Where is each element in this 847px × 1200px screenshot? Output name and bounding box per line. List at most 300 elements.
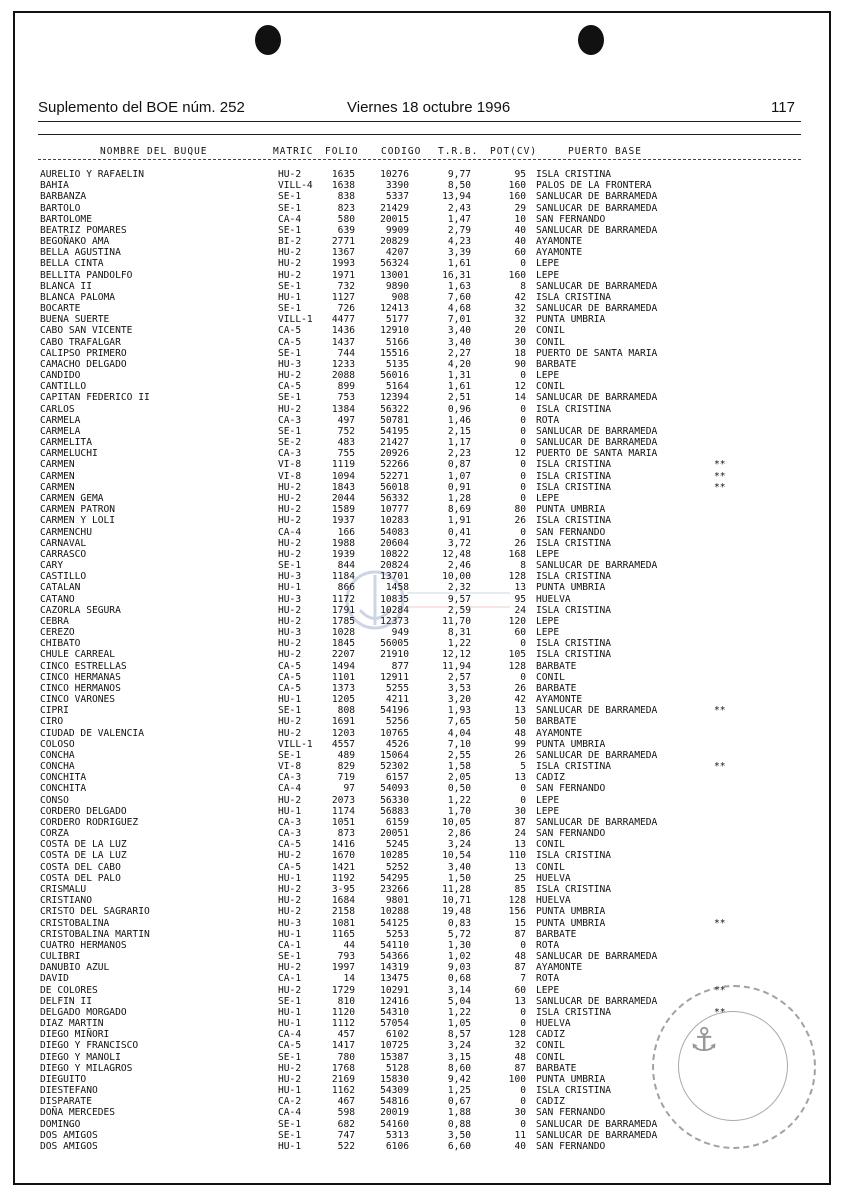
- matricula: HU-3: [278, 593, 302, 605]
- puerto-base: SANLUCAR DE BARRAMEDA: [536, 224, 658, 236]
- vessel-name: BOCARTE: [40, 303, 81, 315]
- vessel-name: CRISTOBALINA: [40, 917, 110, 929]
- trb: 0,83: [447, 917, 471, 929]
- potencia: 40: [514, 236, 526, 248]
- matricula: SE-1: [278, 191, 302, 203]
- codigo: 20051: [380, 828, 409, 840]
- vessel-name: DIAZ MARTIN: [40, 1018, 104, 1030]
- vessel-name: DIEGO Y MANOLI: [40, 1051, 121, 1063]
- vessel-name: DOS AMIGOS: [40, 1140, 98, 1152]
- folio: 1417: [331, 1040, 355, 1052]
- table-row: [0, 694, 847, 705]
- table-row: [0, 270, 847, 281]
- trb: 12,12: [442, 649, 471, 661]
- table-row: [0, 560, 847, 571]
- matricula: CA-3: [278, 816, 302, 828]
- folio: 1165: [331, 928, 355, 940]
- trb: 2,23: [447, 448, 471, 460]
- codigo: 21427: [380, 437, 409, 449]
- folio: 1094: [331, 470, 355, 482]
- potencia: 12: [514, 448, 526, 460]
- trb: 10,05: [442, 816, 471, 828]
- trb: 3,24: [447, 1040, 471, 1052]
- codigo: 908: [391, 291, 409, 303]
- puerto-base: CONIL: [536, 671, 565, 683]
- trb: 5,72: [447, 928, 471, 940]
- folio: 1203: [331, 727, 355, 739]
- puerto-base: ISLA CRISTINA: [536, 470, 612, 482]
- folio: 522: [337, 1140, 355, 1152]
- matricula: HU-1: [278, 1006, 302, 1018]
- codigo: 56005: [380, 638, 409, 650]
- matricula: SE-1: [278, 280, 302, 292]
- potencia: 0: [520, 403, 526, 415]
- potencia: 48: [514, 1051, 526, 1063]
- potencia: 13: [514, 705, 526, 717]
- codigo: 20019: [380, 1107, 409, 1119]
- codigo: 56883: [380, 805, 409, 817]
- page-number: 117: [771, 99, 795, 116]
- puerto-base: SAN FERNANDO: [536, 526, 606, 538]
- potencia: 0: [520, 671, 526, 683]
- vessel-name: CEBRA: [40, 615, 69, 627]
- table-row: [0, 571, 847, 582]
- vessel-name: CIUDAD DE VALENCIA: [40, 727, 144, 739]
- potencia: 26: [514, 682, 526, 694]
- puerto-base: SANLUCAR DE BARRAMEDA: [536, 437, 658, 449]
- trb: 4,68: [447, 303, 471, 315]
- potencia: 87: [514, 816, 526, 828]
- trb: 2,05: [447, 772, 471, 784]
- codigo: 54366: [380, 951, 409, 963]
- table-row: [0, 370, 847, 381]
- puerto-base: PUNTA UMBRIA: [536, 1073, 606, 1085]
- puerto-base: CADIZ: [536, 772, 565, 784]
- table-row: [0, 448, 847, 459]
- publication-title: Suplemento del BOE núm. 252: [38, 99, 245, 116]
- codigo: 57054: [380, 1018, 409, 1030]
- header-dashed-rule: [38, 159, 801, 160]
- matricula: HU-2: [278, 794, 302, 806]
- puerto-base: PUNTA UMBRIA: [536, 906, 606, 918]
- potencia: 87: [514, 1062, 526, 1074]
- note-mark: **: [714, 705, 726, 717]
- potencia: 20: [514, 325, 526, 337]
- puerto-base: HUELVA: [536, 872, 571, 884]
- potencia: 25: [514, 872, 526, 884]
- trb: 12,48: [442, 548, 471, 560]
- codigo: 52266: [380, 459, 409, 471]
- vessel-name: CARNAVAL: [40, 537, 87, 549]
- potencia: 160: [508, 269, 526, 281]
- trb: 1,17: [447, 437, 471, 449]
- folio: 1120: [331, 1006, 355, 1018]
- folio: 483: [337, 437, 355, 449]
- folio: 639: [337, 224, 355, 236]
- folio: 1373: [331, 682, 355, 694]
- folio: 598: [337, 1107, 355, 1119]
- puerto-base: BARBATE: [536, 928, 577, 940]
- vessel-name: DOÑA MERCEDES: [40, 1107, 116, 1119]
- table-row: [0, 728, 847, 739]
- puerto-base: SANLUCAR DE BARRAMEDA: [536, 1118, 658, 1130]
- folio: 755: [337, 448, 355, 460]
- table-row: [0, 303, 847, 314]
- matricula: HU-2: [278, 247, 302, 259]
- matricula: HU-2: [278, 716, 302, 728]
- puerto-base: AYAMONTE: [536, 962, 583, 974]
- table-row: [0, 225, 847, 236]
- trb: 0,91: [447, 481, 471, 493]
- vessel-name: CARMELITA: [40, 437, 92, 449]
- puerto-base: CONIL: [536, 861, 565, 873]
- potencia: 99: [514, 738, 526, 750]
- potencia: 40: [514, 224, 526, 236]
- puerto-base: PUNTA UMBRIA: [536, 314, 606, 326]
- folio: 866: [337, 582, 355, 594]
- puerto-base: PUERTO DE SANTA MARIA: [536, 448, 658, 460]
- folio: 1843: [331, 481, 355, 493]
- puerto-base: BARBATE: [536, 716, 577, 728]
- puerto-base: CONIL: [536, 381, 565, 393]
- potencia: 29: [514, 202, 526, 214]
- folio: 2158: [331, 906, 355, 918]
- matricula: HU-2: [278, 548, 302, 560]
- note-mark: **: [714, 459, 726, 471]
- trb: 3,40: [447, 336, 471, 348]
- folio: 4477: [331, 314, 355, 326]
- table-row: [0, 795, 847, 806]
- vessel-name: COLOSO: [40, 738, 75, 750]
- puerto-base: LEPE: [536, 492, 560, 504]
- table-row: [0, 638, 847, 649]
- trb: 0,88: [447, 1118, 471, 1130]
- matricula: VI-8: [278, 761, 302, 773]
- trb: 7,65: [447, 716, 471, 728]
- codigo: 10285: [380, 850, 409, 862]
- vessel-name: CINCO VARONES: [40, 694, 116, 706]
- potencia: 30: [514, 805, 526, 817]
- folio: 793: [337, 951, 355, 963]
- puerto-base: ISLA CRISTINA: [536, 291, 612, 303]
- puerto-base: SAN FERNANDO: [536, 1140, 606, 1152]
- matricula: VILL-1: [278, 738, 313, 750]
- table-row: [0, 392, 847, 403]
- folio: 1589: [331, 504, 355, 516]
- trb: 1,30: [447, 939, 471, 951]
- trb: 2,15: [447, 425, 471, 437]
- note-mark: **: [714, 984, 726, 996]
- trb: 0,68: [447, 973, 471, 985]
- trb: 3,24: [447, 839, 471, 851]
- potencia: 32: [514, 314, 526, 326]
- matricula: SE-1: [278, 347, 302, 359]
- puerto-base: SANLUCAR DE BARRAMEDA: [536, 303, 658, 315]
- table-row: [0, 850, 847, 861]
- table-row: [0, 191, 847, 202]
- matricula: CA-4: [278, 1029, 302, 1041]
- matricula: CA-3: [278, 772, 302, 784]
- puerto-base: LEPE: [536, 548, 560, 560]
- codigo: 15830: [380, 1073, 409, 1085]
- trb: 1,31: [447, 370, 471, 382]
- folio: 1684: [331, 895, 355, 907]
- vessel-name: CIRO: [40, 716, 64, 728]
- codigo: 5164: [385, 381, 409, 393]
- table-row: [0, 973, 847, 984]
- potencia: 50: [514, 716, 526, 728]
- codigo: 12373: [380, 615, 409, 627]
- puerto-base: LEPE: [536, 370, 560, 382]
- matricula: CA-3: [278, 828, 302, 840]
- codigo: 20829: [380, 236, 409, 248]
- vessel-name: CEREZO: [40, 627, 75, 639]
- table-row: [0, 627, 847, 638]
- vessel-name: CARMELA: [40, 414, 81, 426]
- codigo: 13701: [380, 571, 409, 583]
- codigo: 5166: [385, 336, 409, 348]
- potencia: 0: [520, 1118, 526, 1130]
- codigo: 54160: [380, 1118, 409, 1130]
- matricula: VILL-1: [278, 314, 313, 326]
- puerto-base: SAN FERNANDO: [536, 783, 606, 795]
- table-row: [0, 527, 847, 538]
- codigo: 20824: [380, 560, 409, 572]
- trb: 0,87: [447, 459, 471, 471]
- vessel-name: DE COLORES: [40, 984, 98, 996]
- potencia: 26: [514, 537, 526, 549]
- vessel-name: CARMEN: [40, 481, 75, 493]
- trb: 4,20: [447, 358, 471, 370]
- table-row: [0, 783, 847, 794]
- vessel-name: BELLA CINTA: [40, 258, 104, 270]
- puerto-base: SANLUCAR DE BARRAMEDA: [536, 705, 658, 717]
- vessel-name: CINCO HERMANOS: [40, 682, 121, 694]
- vessel-name: CARLOS: [40, 403, 75, 415]
- trb: 3,40: [447, 325, 471, 337]
- folio: 97: [343, 783, 355, 795]
- table-row: [0, 884, 847, 895]
- matricula: CA-5: [278, 1040, 302, 1052]
- table-row: [0, 515, 847, 526]
- folio: 726: [337, 303, 355, 315]
- matricula: HU-2: [278, 1062, 302, 1074]
- vessel-name: DOMINGO: [40, 1118, 81, 1130]
- table-row: [0, 672, 847, 683]
- vessel-name: CRISTOBALINA MARTIN: [40, 928, 150, 940]
- folio: 744: [337, 347, 355, 359]
- trb: 2,86: [447, 828, 471, 840]
- trb: 11,70: [442, 615, 471, 627]
- vessel-name: CULIBRI: [40, 951, 81, 963]
- table-row: [0, 437, 847, 448]
- table-row: [0, 962, 847, 973]
- vessel-name: CATANO: [40, 593, 75, 605]
- matricula: HU-2: [278, 504, 302, 516]
- folio: 1184: [331, 571, 355, 583]
- potencia: 110: [508, 850, 526, 862]
- puerto-base: LEPE: [536, 627, 560, 639]
- trb: 1,22: [447, 1006, 471, 1018]
- matricula: SE-1: [278, 224, 302, 236]
- puerto-base: LEPE: [536, 258, 560, 270]
- matricula: VI-8: [278, 459, 302, 471]
- potencia: 100: [508, 1073, 526, 1085]
- trb: 11,94: [442, 660, 471, 672]
- col-header-pot: POT(CV): [490, 146, 538, 157]
- codigo: 5252: [385, 861, 409, 873]
- trb: 3,53: [447, 682, 471, 694]
- table-row: [0, 906, 847, 917]
- trb: 2,27: [447, 347, 471, 359]
- codigo: 5177: [385, 314, 409, 326]
- potencia: 160: [508, 180, 526, 192]
- punch-hole-left: [255, 25, 281, 55]
- potencia: 40: [514, 1140, 526, 1152]
- codigo: 54295: [380, 872, 409, 884]
- matricula: BI-2: [278, 236, 302, 248]
- folio: 1638: [331, 180, 355, 192]
- potencia: 80: [514, 504, 526, 516]
- trb: 2,32: [447, 582, 471, 594]
- folio: 752: [337, 425, 355, 437]
- potencia: 48: [514, 727, 526, 739]
- folio: 1937: [331, 515, 355, 527]
- potencia: 60: [514, 627, 526, 639]
- codigo: 5135: [385, 358, 409, 370]
- vessel-name: BUENA SUERTE: [40, 314, 110, 326]
- note-mark: **: [714, 761, 726, 773]
- trb: 3,14: [447, 984, 471, 996]
- codigo: 54310: [380, 1006, 409, 1018]
- codigo: 56332: [380, 492, 409, 504]
- note-mark: **: [714, 1006, 726, 1018]
- table-row: [0, 292, 847, 303]
- potencia: 105: [508, 649, 526, 661]
- table-row: [0, 895, 847, 906]
- table-row: [0, 940, 847, 951]
- folio: 2207: [331, 649, 355, 661]
- note-mark: **: [714, 470, 726, 482]
- table-row: [0, 549, 847, 560]
- codigo: 10822: [380, 548, 409, 560]
- codigo: 9890: [385, 280, 409, 292]
- table-row: [0, 247, 847, 258]
- matricula: CA-5: [278, 325, 302, 337]
- table-row: [0, 582, 847, 593]
- codigo: 13001: [380, 269, 409, 281]
- puerto-base: ISLA CRISTINA: [536, 884, 612, 895]
- table-row: [0, 739, 847, 750]
- vessel-name: COSTA DEL CABO: [40, 861, 121, 873]
- trb: 2,51: [447, 392, 471, 404]
- codigo: 50781: [380, 414, 409, 426]
- folio: 1768: [331, 1062, 355, 1074]
- codigo: 5256: [385, 716, 409, 728]
- codigo: 1458: [385, 582, 409, 594]
- codigo: 12394: [380, 392, 409, 404]
- table-row: [0, 761, 847, 772]
- matricula: HU-2: [278, 515, 302, 527]
- table-row: [0, 649, 847, 660]
- potencia: 120: [508, 615, 526, 627]
- trb: 8,50: [447, 180, 471, 192]
- trb: 7,10: [447, 738, 471, 750]
- codigo: 10777: [380, 504, 409, 516]
- matricula: HU-2: [278, 638, 302, 650]
- trb: 1,22: [447, 794, 471, 806]
- folio: 2044: [331, 492, 355, 504]
- table-row: [0, 471, 847, 482]
- codigo: 52271: [380, 470, 409, 482]
- folio: 1416: [331, 839, 355, 851]
- table-row: [0, 504, 847, 515]
- codigo: 56018: [380, 481, 409, 493]
- puerto-base: SANLUCAR DE BARRAMEDA: [536, 816, 658, 828]
- table-row: [0, 705, 847, 716]
- codigo: 949: [391, 627, 409, 639]
- vessel-name: CARY: [40, 560, 64, 572]
- folio: 2073: [331, 794, 355, 806]
- folio: 1635: [331, 169, 355, 180]
- puerto-base: ROTA: [536, 414, 560, 426]
- table-row: [0, 482, 847, 493]
- matricula: VILL-4: [278, 180, 313, 192]
- puerto-base: PUNTA UMBRIA: [536, 738, 606, 750]
- vessel-name: DIESTEFANO: [40, 1085, 98, 1097]
- col-header-matric: MATRIC: [273, 146, 314, 157]
- trb: 0,41: [447, 526, 471, 538]
- folio: 1997: [331, 962, 355, 974]
- vessel-name: BEGOÑAKO AMA: [40, 236, 110, 248]
- potencia: 32: [514, 1040, 526, 1052]
- trb: 10,54: [442, 850, 471, 862]
- folio: 14: [343, 973, 355, 985]
- folio: 1988: [331, 537, 355, 549]
- folio: 44: [343, 939, 355, 951]
- trb: 2,43: [447, 202, 471, 214]
- vessel-name: DANUBIO AZUL: [40, 962, 110, 974]
- potencia: 5: [520, 761, 526, 773]
- table-row: [0, 236, 847, 247]
- matricula: SE-2: [278, 437, 302, 449]
- matricula: HU-1: [278, 1018, 302, 1030]
- matricula: HU-3: [278, 917, 302, 929]
- trb: 1,05: [447, 1018, 471, 1030]
- anchor-icon: ⚓: [692, 1015, 717, 1061]
- vessel-name: BARTOLOME: [40, 213, 92, 225]
- vessel-name: CRISTO DEL SAGRARIO: [40, 906, 150, 918]
- trb: 0,50: [447, 783, 471, 795]
- vessel-name: CARMEN: [40, 470, 75, 482]
- puerto-base: BARBATE: [536, 660, 577, 672]
- folio: 1162: [331, 1085, 355, 1097]
- folio: 780: [337, 1051, 355, 1063]
- vessel-name: DIEGO Y FRANCISCO: [40, 1040, 139, 1052]
- matricula: CA-5: [278, 660, 302, 672]
- vessel-name: CRISMALU: [40, 884, 87, 895]
- trb: 9,57: [447, 593, 471, 605]
- trb: 6,60: [447, 1140, 471, 1152]
- codigo: 10725: [380, 1040, 409, 1052]
- folio: 1192: [331, 872, 355, 884]
- codigo: 3390: [385, 180, 409, 192]
- vessel-name: COSTA DE LA LUZ: [40, 850, 127, 862]
- matricula: CA-4: [278, 1107, 302, 1119]
- vessel-name: BAHIA: [40, 180, 69, 192]
- vessel-name: DELFIN II: [40, 995, 92, 1007]
- matricula: HU-2: [278, 984, 302, 996]
